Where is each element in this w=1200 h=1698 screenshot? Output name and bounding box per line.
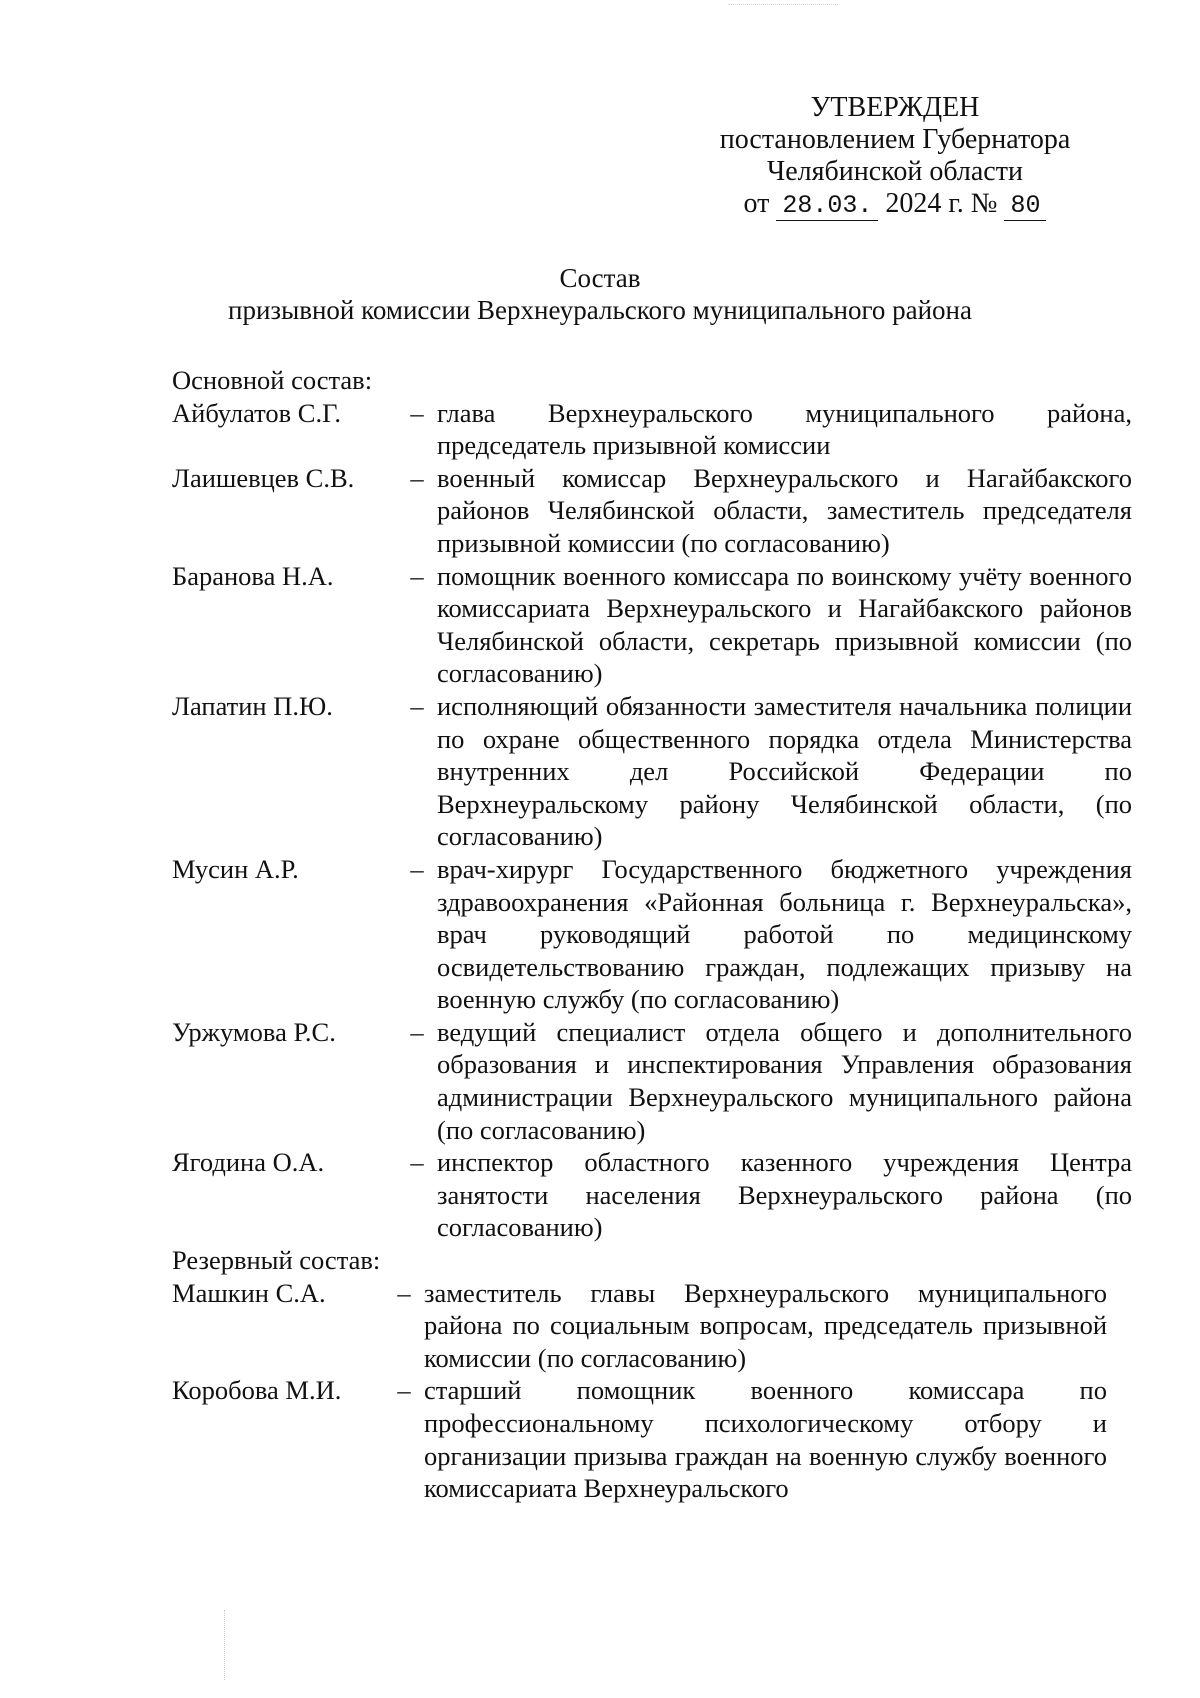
approval-block — [685, 92, 1105, 222]
member-position: глава Верхнеуральского муниципального района, председатель призывной комиссии — [437, 397, 1132, 461]
member-name: Лапатин П.Ю. — [172, 690, 333, 721]
member-name: Коробова М.И. — [172, 1375, 342, 1406]
member-row — [172, 1374, 1132, 1504]
member-name: Машкин С.А. — [172, 1277, 326, 1308]
member-row — [172, 690, 1132, 853]
dash: – — [410, 690, 424, 721]
member-name: Ягодина О.А. — [172, 1147, 325, 1178]
dash: – — [410, 462, 424, 493]
dash: – — [410, 853, 424, 884]
member-position: исполняющий обязанности заместителя начальника полиции по охране общественного порядка отдела Министерства внутренних дел Российской Федерации по Верхнеуральскому району Челябинской области, (по согласованию) — [437, 690, 1132, 852]
member-name: Уржумова Р.С. — [172, 1016, 336, 1047]
member-row — [172, 1146, 1132, 1244]
dash: – — [410, 1147, 424, 1178]
member-row — [172, 560, 1132, 690]
date-prefix: от — [743, 188, 770, 219]
member-position: инспектор областного казенного учреждения Центра занятости населения Верхнеуральского района (по согласованию) — [437, 1147, 1132, 1243]
member-name: Мусин А.Р. — [172, 853, 299, 884]
member-position: заместитель главы Верхнеуральского муниципального района по социальным вопросам, председатель призывной комиссии (по согласованию) — [424, 1277, 1107, 1373]
member-row — [172, 462, 1132, 560]
handwritten-number: 80 — [1004, 191, 1046, 221]
document-title — [0, 262, 1200, 326]
approval-line-1: постановлением Губернатора — [719, 124, 1071, 155]
handwritten-date: 28.03. — [776, 191, 878, 221]
dash: – — [410, 560, 424, 591]
member-position: помощник военного комиссара по воинскому учёту военного комиссариата Верхнеуральского и Нагайбакского районов Челябинской области, секретарь призывной комиссии (по согласованию) — [437, 560, 1132, 689]
commission-list — [172, 364, 1132, 1505]
title-line-2: призывной комиссии Верхнеуральского муниципального района — [228, 295, 972, 325]
approval-heading: УТВЕРЖДЕН — [810, 92, 980, 123]
member-name: Лаишевцев С.В. — [172, 462, 355, 493]
dash: – — [410, 1016, 424, 1047]
member-row — [172, 853, 1132, 1016]
dash: – — [397, 1375, 411, 1406]
member-row — [172, 1016, 1132, 1146]
reserve-section-label: Резервный состав: — [172, 1245, 381, 1276]
member-row — [172, 1277, 1132, 1375]
scan-artifact — [224, 1610, 226, 1680]
dash: – — [397, 1277, 411, 1308]
title-line-1: Состав — [559, 263, 641, 293]
dash: – — [410, 397, 424, 428]
main-section-label: Основной состав: — [172, 365, 373, 395]
approval-line-2: Челябинской области — [767, 156, 1023, 187]
member-position: старший помощник военного комиссара по профессиональному психологическому отбору и организации призыва граждан на военную службу военного комиссариата Верхнеуральского — [424, 1375, 1107, 1504]
member-name: Баранова Н.А. — [172, 560, 334, 591]
member-row — [172, 397, 1132, 462]
approval-date-line — [685, 188, 1105, 222]
member-position: военный комиссар Верхнеуральского и Нагайбакского районов Челябинской области, заместитель председателя призывной комиссии (по согласованию) — [437, 462, 1132, 558]
member-position: врач-хирург Государственного бюджетного учреждения здравоохранения «Районная больница г. Верхнеуральска», врач руководящий работой по медицинскому освидетельствованию граждан, подлежащих призыву на военную службу (по согласованию) — [437, 853, 1132, 1015]
member-name: Айбулатов С.Г. — [172, 397, 342, 428]
year-suffix: 2024 г. № — [885, 188, 998, 219]
member-position: ведущий специалист отдела общего и дополнительного образования и инспектирования Управления образования администрации Верхнеуральского муниципального района (по согласованию) — [437, 1016, 1132, 1145]
scan-artifact — [728, 4, 838, 13]
